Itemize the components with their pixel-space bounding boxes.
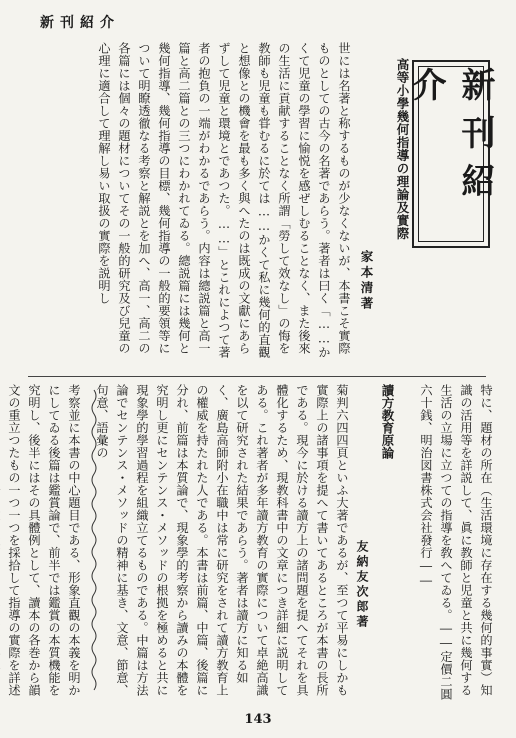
section-divider [28, 376, 486, 377]
wavy-divider [88, 390, 100, 690]
section-title-frame [406, 66, 495, 242]
section-title-box [406, 60, 495, 248]
review2-heading: 讀方教育原論 [380, 384, 395, 459]
section-header: 新刊紹介 [40, 15, 120, 31]
review2-continuation-text: 考察並に本書の中心題目である、形象直觀の本義を明かにしてゐる後篇は鑑賞論で、前半では鑑賞の本質機能を究明し、後半にはその具體例として、讀本の各巻から韻文の重立つたもの一つ一つを採拾して指導の實際を詳述 [7, 384, 81, 697]
review1-body [30, 42, 354, 364]
section-title: 新刊紹介 [406, 67, 495, 211]
review1-title-line2: 幾何指導の理論及實際 [395, 110, 410, 240]
page-number: 143 [244, 712, 272, 727]
review2-author: 友納友次郎著 [355, 540, 369, 630]
review1-book-title [380, 58, 410, 278]
review2-body [95, 384, 352, 704]
review1-continuation [400, 384, 496, 704]
review1-continuation-text: 特に、題材の所在（生活環境に存在する幾何的事實）知識の活用等を詳説して、眞に教師と児童と共に幾何する生活の立場に立つての指導を敎へてゐる。――定價二圓六十銭、明治図書株式会社發行―― [419, 384, 493, 701]
review2-body-text: 菊判六四四頁といふ大著であるが、至つて平易にしかも實際上の諸事項を提へて書いてあるところが本書の長所である。現今に於ける讀方上の諸問題を提へてそれを具體化するため、現教科書中の文章につき詳細に説明してある。これ著者が多年讀方教育の實際について卓絶高識を以て研究された結果であらう。著者は讀方に知る如く、廣島高師附小在職中は常に研究をされて讀方教育上の權威を持たれた人である。本書は前篇、中篇、後篇に分れ、前篇は本質論で、現象學的考察から讀みの本體を究明し更にセンテンス・メソッドの根拠を極めると共に現象學的學習過程を組織立てるものである。中篇は方法論でセンテンス・メソッドの精神に基き、文意、節意、句意、語彙の [95, 384, 349, 697]
review1-author: 家本清著 [359, 250, 374, 312]
review2-continuation [7, 384, 84, 704]
review1-title-line1: 高等小學 [395, 58, 410, 110]
review1-body-text: 世には名著と称するものが少なくないが、本書こそ實際ものとしての古今の名著であらう。著者は曰く「……かくて児童の學習に愉悦を感ぜしむることなく、また後來の生活に貢献することなく所謂「勞して效なし」の悔を教師も児童も甞むるに於ては……かくて私に幾何的直觀と想像との機會を最も多く與へたのは既成の文獻にあらずして児童と環境とであつた。……」とこれによつて著者の抱負の一端がわかるであらう。内容は總説篇と高一篇と高二篇との三つにわかれてゐる。總説篇には幾何と幾何指導、幾何指導の目標、幾何指導の一般的要領等について明瞭透徹なる考察と解説とを加へ、高一、高二の各篇には個々の題材についてその一般的研究及び兒童の心理に適合して理解し易い取扱の實際を説明し [97, 42, 351, 359]
